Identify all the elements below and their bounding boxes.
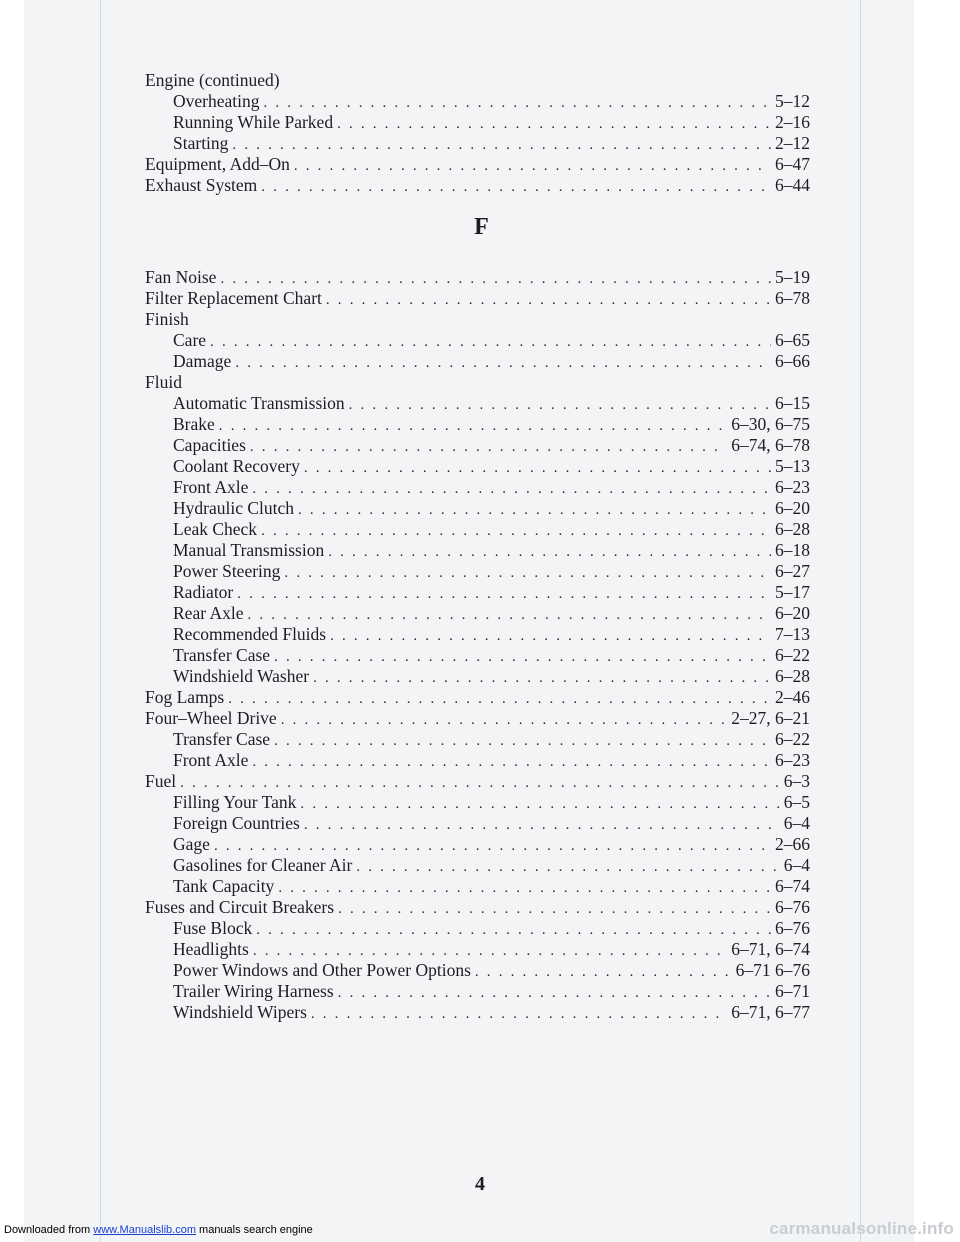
dot-leader: [304, 815, 780, 836]
entry-page-ref: 6–76: [775, 897, 810, 917]
entry-page-ref: 6–22: [775, 645, 810, 665]
dot-leader: [328, 542, 771, 563]
entry-label: Tank Capacity: [173, 876, 275, 896]
entry-label: Front Axle: [173, 750, 249, 770]
entry-page-ref: 2–66: [775, 834, 810, 854]
entry-page-ref: 6–76: [775, 918, 810, 938]
entry-label: Filling Your Tank: [173, 792, 297, 812]
index-subentry: [145, 729, 810, 750]
dot-leader: [214, 836, 771, 857]
dot-leader: [337, 114, 771, 135]
index-subentry: [145, 351, 810, 372]
manualslib-link[interactable]: www.Manualslib.com: [93, 1224, 196, 1236]
index-subentry: [145, 624, 810, 645]
dot-leader: [264, 93, 772, 114]
entry-label: Overheating: [173, 91, 260, 111]
index-subentry: [145, 414, 810, 435]
section-letter: F: [474, 214, 489, 240]
entry-label: Headlights: [173, 939, 249, 959]
entry-label: Windshield Washer: [173, 666, 310, 686]
index-entry: [145, 175, 810, 196]
entry-page-ref: 5–19: [775, 267, 810, 287]
index-subentry: [145, 981, 810, 1002]
entry-label: Hydraulic Clutch: [173, 498, 295, 518]
index-subentry: [145, 435, 810, 456]
index-entry: [145, 309, 810, 330]
entry-label: Capacities: [173, 435, 246, 455]
dot-leader: [281, 710, 728, 731]
entry-label: Front Axle: [173, 477, 249, 497]
index-subentry: [145, 456, 810, 477]
index-entry: [145, 70, 810, 91]
index-entry: [145, 288, 810, 309]
entry-label: Trailer Wiring Harness: [173, 981, 334, 1001]
entry-label: Engine (continued): [145, 70, 280, 90]
dot-leader: [274, 647, 771, 668]
dot-leader: [304, 458, 771, 479]
index-entry: [145, 771, 810, 792]
entry-page-ref: 2–46: [775, 687, 810, 707]
entry-label: Power Steering: [173, 561, 281, 581]
entry-page-ref: 6–71: [775, 981, 810, 1001]
entry-label: Fuel: [145, 771, 177, 791]
dot-leader: [252, 479, 771, 500]
entry-page-ref: 6–71, 6–74: [731, 939, 810, 959]
dot-leader: [256, 920, 771, 941]
entry-label: Power Windows and Other Power Options: [173, 960, 471, 980]
entry-label: Equipment, Add–On: [145, 154, 290, 174]
entry-page-ref: 6–28: [775, 519, 810, 539]
index-entry: [145, 687, 810, 708]
entry-page-ref: 6–74: [775, 876, 810, 896]
entry-page-ref: 6–4: [783, 813, 810, 833]
entry-page-ref: 6–20: [775, 498, 810, 518]
dot-leader: [300, 794, 779, 815]
entry-page-ref: 5–12: [775, 91, 810, 111]
entry-page-ref: 6–3: [783, 771, 810, 791]
entry-page-ref: 6–23: [775, 750, 810, 770]
entry-page-ref: 6–74, 6–78: [731, 435, 810, 455]
entry-page-ref: 7–13: [775, 624, 810, 644]
dot-leader: [237, 584, 771, 605]
watermark-text: carmanualsonline.info: [769, 1219, 954, 1238]
index-subentry: [145, 918, 810, 939]
entry-label: Starting: [173, 133, 229, 153]
index-entry: [145, 708, 810, 729]
entry-label: Automatic Transmission: [173, 393, 345, 413]
index-list: [145, 70, 810, 1023]
entry-page-ref: 2–12: [775, 133, 810, 153]
index-subentry: [145, 813, 810, 834]
entry-page-ref: 6–5: [783, 792, 810, 812]
index-entry: [145, 897, 810, 918]
entry-label: Gasolines for Cleaner Air: [173, 855, 353, 875]
entry-page-ref: 6–65: [775, 330, 810, 350]
dot-leader: [252, 752, 771, 773]
index-subentry: [145, 561, 810, 582]
entry-label: Transfer Case: [173, 729, 271, 749]
index-entry: [145, 267, 810, 288]
index-subentry: [145, 750, 810, 771]
entry-label: Gage: [173, 834, 210, 854]
index-entry: [145, 372, 810, 393]
entry-label: Coolant Recovery: [173, 456, 300, 476]
entry-page-ref: 6–71 6–76: [735, 960, 810, 980]
entry-label: Finish: [145, 309, 189, 329]
dot-leader: [250, 437, 727, 458]
entry-page-ref: 6–30, 6–75: [731, 414, 810, 434]
index-subentry: [145, 960, 810, 981]
index-subentry: [145, 834, 810, 855]
dot-leader: [294, 156, 771, 177]
page-edge-line-left: [100, 0, 101, 1242]
dot-leader: [338, 899, 771, 920]
dot-leader: [261, 521, 771, 542]
dot-leader: [284, 563, 771, 584]
index-subentry: [145, 645, 810, 666]
dot-leader: [356, 857, 779, 878]
index-subentry: [145, 498, 810, 519]
entry-page-ref: 6–44: [775, 175, 810, 195]
index-subentry: [145, 855, 810, 876]
dot-leader: [330, 626, 771, 647]
entry-page-ref: 6–23: [775, 477, 810, 497]
entry-label: Transfer Case: [173, 645, 271, 665]
entry-label: Running While Parked: [173, 112, 334, 132]
dot-leader: [278, 878, 771, 899]
entry-page-ref: 6–71, 6–77: [731, 1002, 810, 1022]
entry-label: Brake: [173, 414, 215, 434]
entry-label: Fan Noise: [145, 267, 217, 287]
entry-label: Care: [173, 330, 207, 350]
entry-page-ref: 6–78: [775, 288, 810, 308]
index-subentry: [145, 112, 810, 133]
index-subentry: [145, 393, 810, 414]
index-subentry: [145, 939, 810, 960]
dot-leader: [247, 605, 771, 626]
entry-label: Four–Wheel Drive: [145, 708, 277, 728]
page-number: 4: [475, 1173, 485, 1195]
dot-leader: [338, 983, 771, 1004]
dot-leader: [349, 395, 771, 416]
dot-leader: [232, 135, 771, 156]
entry-label: Radiator: [173, 582, 234, 602]
dot-leader: [311, 1004, 727, 1025]
entry-label: Manual Transmission: [173, 540, 325, 560]
index-subentry: [145, 603, 810, 624]
footer-prefix: Downloaded from: [4, 1224, 94, 1236]
entry-page-ref: 2–16: [775, 112, 810, 132]
index-subentry: [145, 519, 810, 540]
entry-page-ref: 6–20: [775, 603, 810, 623]
entry-label: Recommended Fluids: [173, 624, 327, 644]
entry-page-ref: 6–18: [775, 540, 810, 560]
download-footer: [4, 1224, 313, 1236]
page-edge-line-right: [860, 0, 861, 1242]
entry-page-ref: 5–13: [775, 456, 810, 476]
dot-leader: [219, 416, 727, 437]
dot-leader: [235, 353, 771, 374]
dot-leader: [298, 500, 771, 521]
index-subentry: [145, 133, 810, 154]
dot-leader: [475, 962, 732, 983]
entry-label: Fog Lamps: [145, 687, 225, 707]
entry-label: Exhaust System: [145, 175, 258, 195]
entry-label: Damage: [173, 351, 232, 371]
dot-leader: [313, 668, 771, 689]
footer-suffix: manuals search engine: [195, 1224, 313, 1236]
dot-leader: [220, 269, 771, 290]
entry-label: Fuses and Circuit Breakers: [145, 897, 335, 917]
index-subentry: [145, 582, 810, 603]
dot-leader: [253, 941, 727, 962]
dot-leader: [210, 332, 771, 353]
index-subentry: [145, 477, 810, 498]
entry-page-ref: 2–27, 6–21: [731, 708, 810, 728]
dot-leader: [326, 290, 771, 311]
index-subentry: [145, 540, 810, 561]
dot-leader: [274, 731, 771, 752]
entry-label: Foreign Countries: [173, 813, 300, 833]
entry-page-ref: 6–4: [783, 855, 810, 875]
entry-label: Fluid: [145, 372, 182, 392]
entry-label: Fuse Block: [173, 918, 253, 938]
index-subentry: [145, 91, 810, 112]
entry-page-ref: 6–28: [775, 666, 810, 686]
entry-page-ref: 6–15: [775, 393, 810, 413]
dot-leader: [261, 177, 771, 198]
entry-label: Filter Replacement Chart: [145, 288, 322, 308]
entry-page-ref: 5–17: [775, 582, 810, 602]
entry-label: Rear Axle: [173, 603, 244, 623]
entry-page-ref: 6–66: [775, 351, 810, 371]
dot-leader: [180, 773, 780, 794]
index-subentry: [145, 330, 810, 351]
index-subentry: [145, 792, 810, 813]
dot-leader: [228, 689, 771, 710]
index-entry: [145, 154, 810, 175]
index-subentry: [145, 1002, 810, 1023]
entry-page-ref: 6–47: [775, 154, 810, 174]
entry-label: Leak Check: [173, 519, 258, 539]
index-subentry: [145, 876, 810, 897]
entry-label: Windshield Wipers: [173, 1002, 307, 1022]
entry-page-ref: 6–22: [775, 729, 810, 749]
entry-page-ref: 6–27: [775, 561, 810, 581]
index-subentry: [145, 666, 810, 687]
